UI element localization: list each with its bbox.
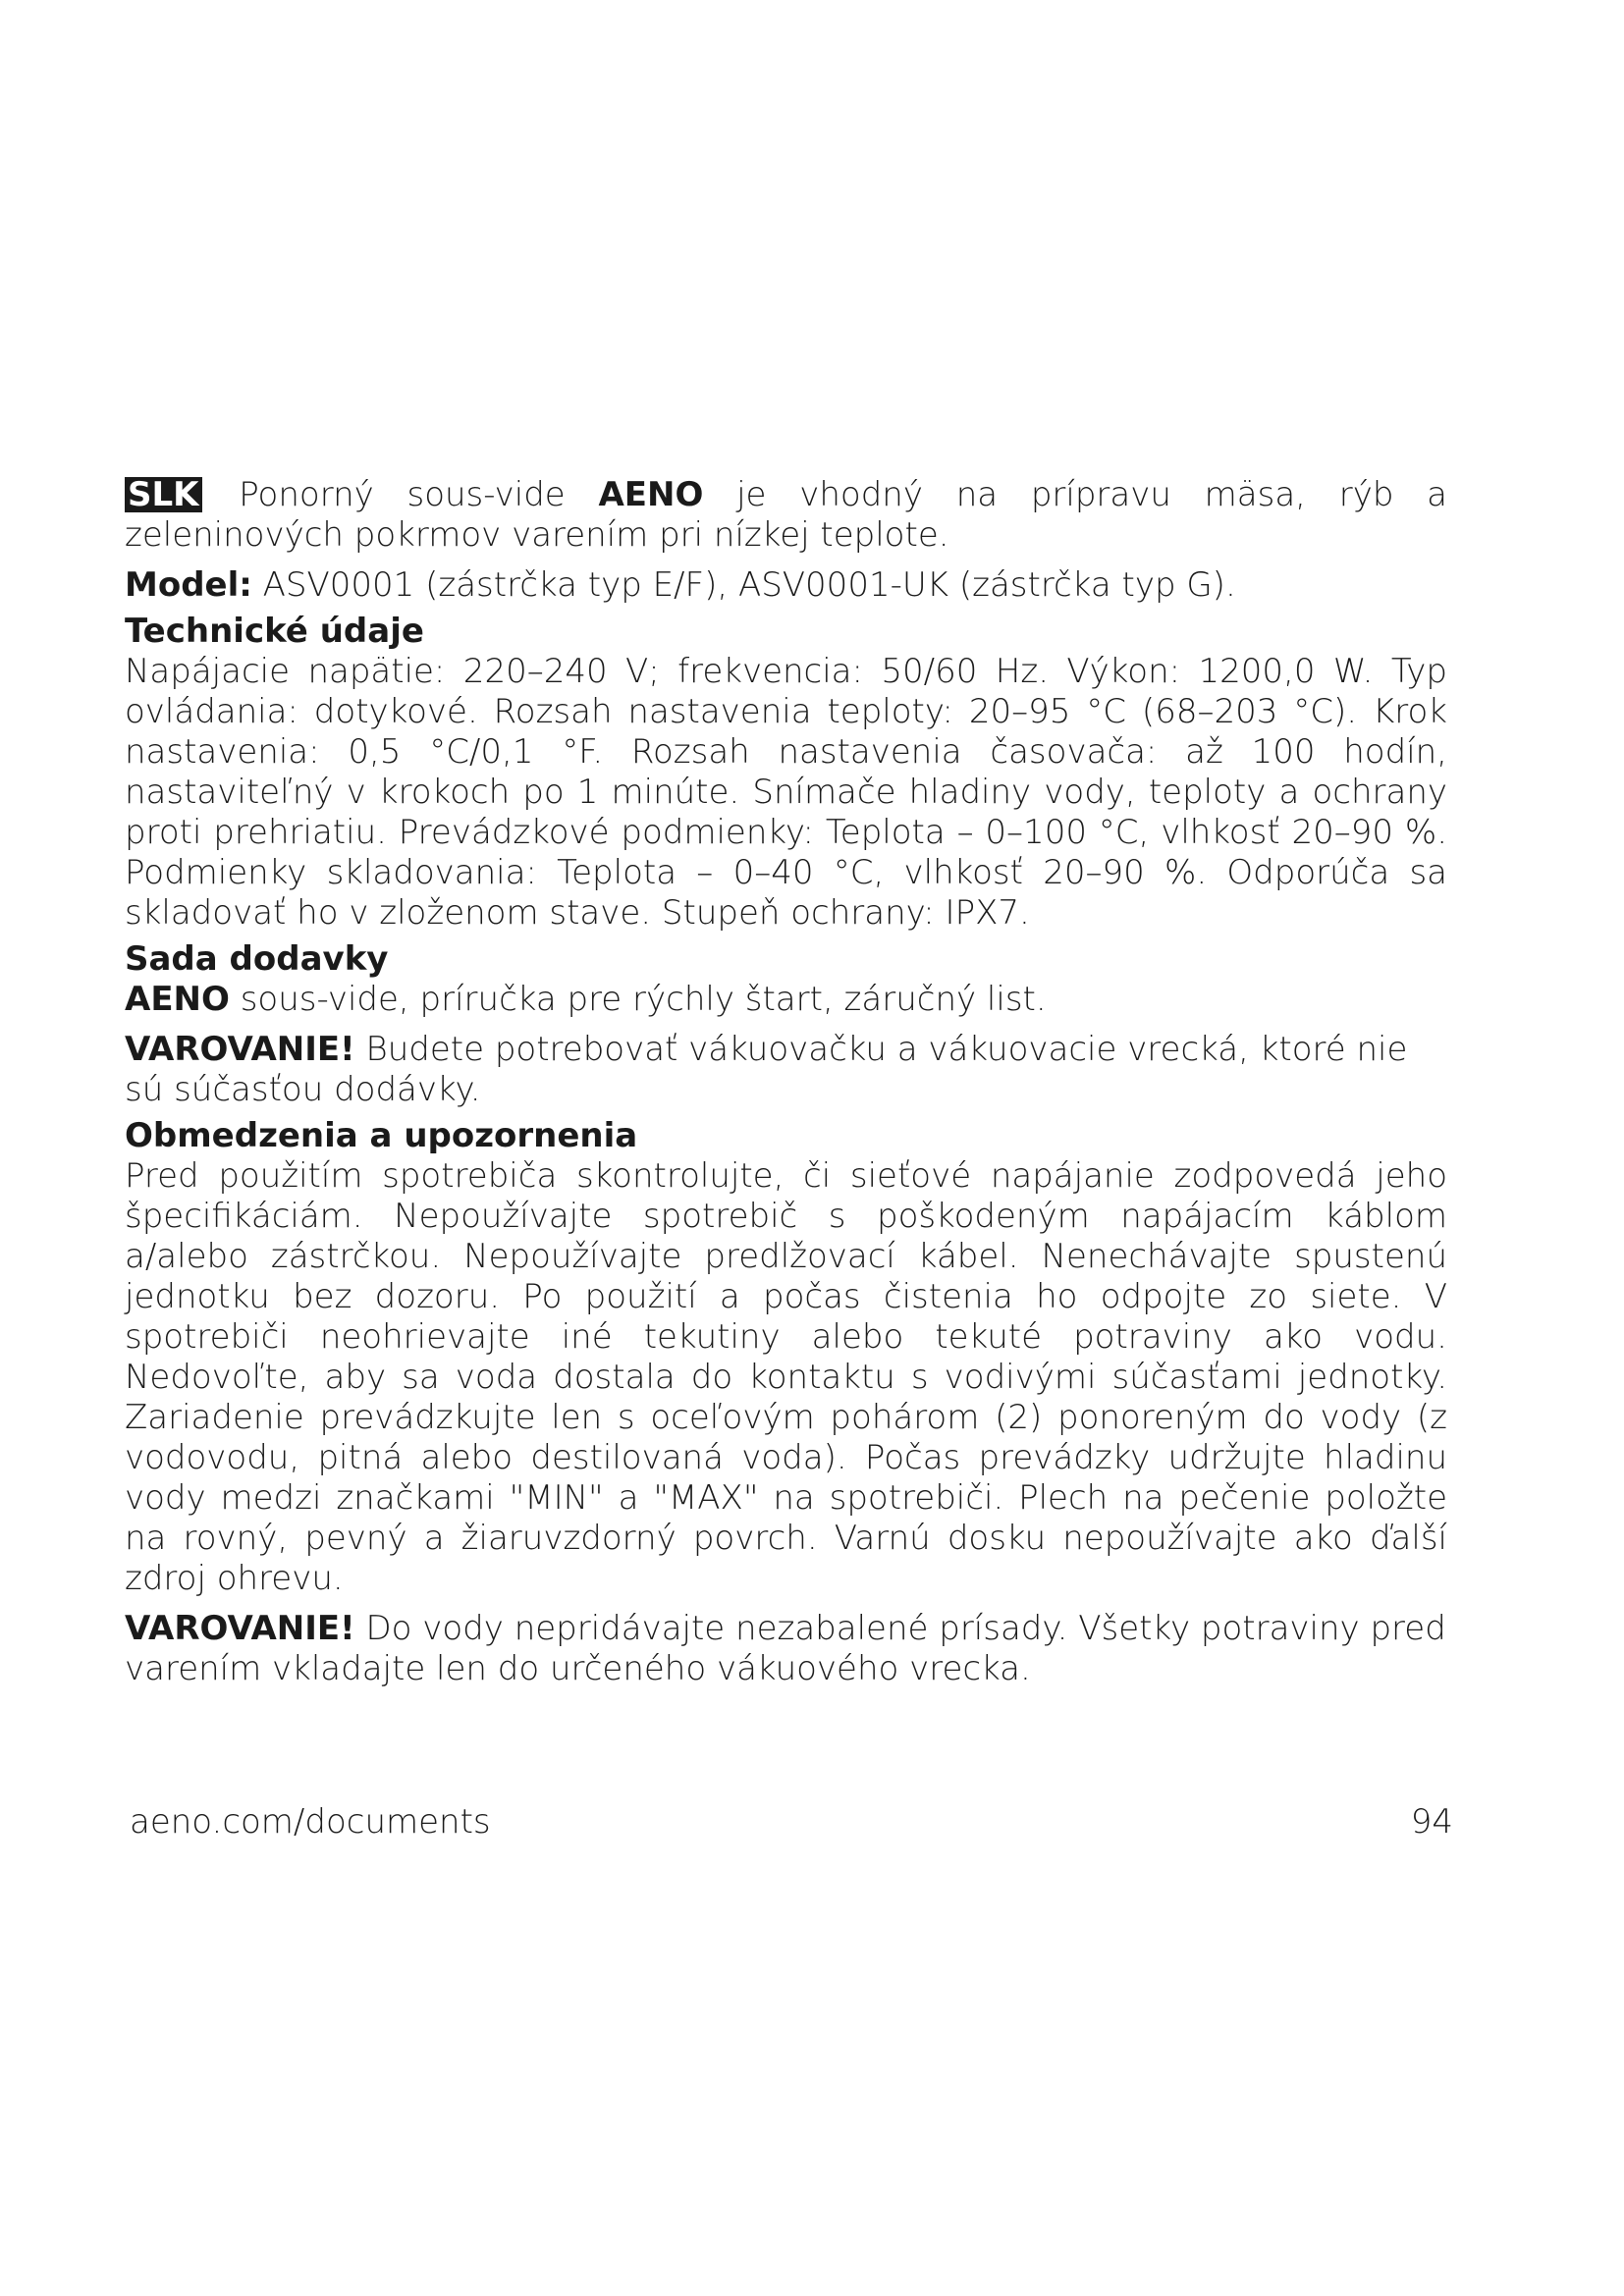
warning1-paragraph (125, 1030, 1447, 1110)
page-number: 94 (1410, 1802, 1453, 1842)
package-paragraph (125, 980, 1447, 1020)
language-badge: SLK (125, 477, 202, 512)
warning2-text: Do vody nepridávajte nezabalené prísady. Všetky potraviny pred varením vkladajte len do určeného vákuového vrecka. (125, 1609, 1446, 1688)
package-heading: Sada dodavky (125, 939, 389, 979)
model-text: ASV0001 (zástrčka typ E/F), ASV0001-UK (zástrčka typ G). (251, 565, 1236, 605)
warning2-paragraph (125, 1609, 1447, 1689)
intro-text-after: je vhodný na prípravu mäsa, rýb a zeleninových pokrmov varením pri nízkej teplote. (125, 475, 1447, 555)
warning1-text: Budete potrebovať vákuovačku a vákuovacie vrecká, ktoré nie sú súčasťou dodávky. (125, 1030, 1408, 1109)
intro-paragraph (125, 475, 1447, 556)
package-text: sous-vide, príručka pre rýchly štart, záručný list. (229, 980, 1047, 1019)
limitations-text: Pred použitím spotrebiča skontrolujte, či sieťové napájanie zodpovedá jeho špecifikáciám. Nepoužívajte spotrebič s poškodeným napájacím káblom a/alebo zástrčkou. Nepoužívajte predlžovací kábel. Nenechávajte spustenú jednotku bez dozoru. Po použití a počas čistenia ho odpojte zo siete. V spotrebiči neohrievajte iné tekutiny alebo tekuté potraviny ako vodu. Nedovoľte, aby sa voda dostala do kontaktu s vodivými súčasťami jednotky. Zariadenie prevádzkujte len s oceľovým pohárom (2) ponoreným do vody (z vodovodu, pitná alebo destilovaná voda). Počas prevádzky udržujte hladinu vody medzi značkami "MIN" a "MAX" na spotrebiči. Plech na pečenie položte na rovný, pevný a žiaruvzdorný povrch. Varnú dosku nepoužívajte ako ďalší zdroj ohrevu. (125, 1156, 1447, 1598)
package-brand: AENO (125, 980, 230, 1019)
intro-text-before: Ponorný sous-vide (205, 475, 599, 514)
tech-specs-text: Napájacie napätie: 220–240 V; frekvencia: 50/60 Hz. Výkon: 1200,0 W. Typ ovládania: dotykové. Rozsah nastavenia teploty: 20–95 °C (68–203 °C). Krok nastavenia: 0,5 °C/0,1 °F. Rozsah nastavenia časovača: až 100 hodín, nastaviteľný v krokoch po 1 minúte. Snímače hladiny vody, teploty a ochrany proti prehriatiu. Prevádzkové podmienky: Teplota – 0–100 °C, vlhkosť 20–90 %. Podmienky skladovania: Teplota – 0–40 °C, vlhkosť 20–90 %. Odporúča sa skladovať ho v zloženom stave. Stupeň ochrany: IPX7. (125, 652, 1447, 933)
tech-specs-heading: Technické údaje (125, 612, 424, 651)
warning2-label: VAROVANIE! (125, 1609, 355, 1648)
intro-brand: AENO (598, 475, 704, 514)
model-paragraph (125, 565, 1447, 606)
document-body (125, 475, 1447, 1689)
warning1-label: VAROVANIE! (125, 1030, 355, 1069)
limitations-heading: Obmedzenia a upozornenia (125, 1116, 638, 1155)
footer-url: aeno.com/documents (130, 1802, 491, 1842)
model-label: Model: (125, 565, 252, 605)
